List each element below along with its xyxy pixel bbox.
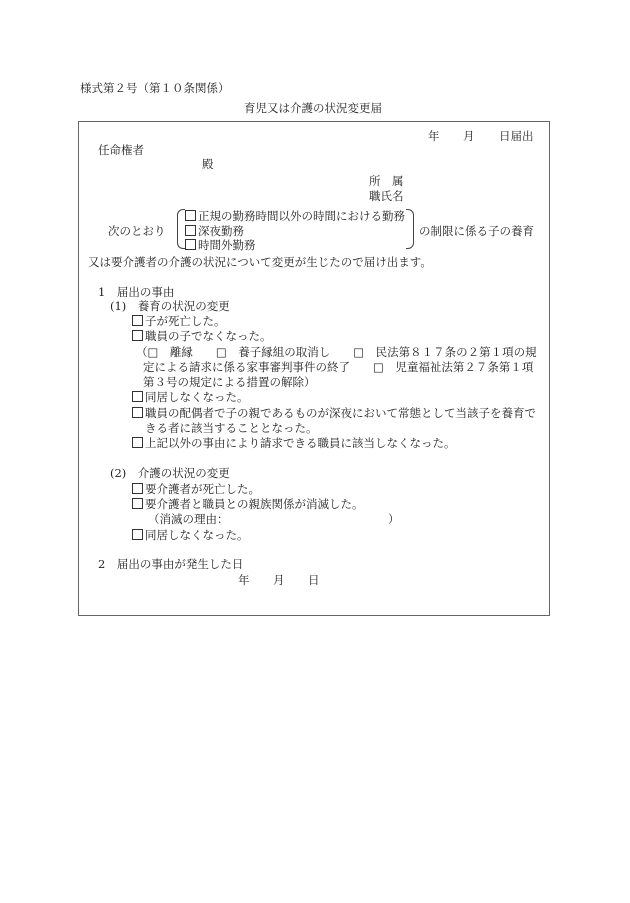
section1-heading: 1 届出の事由 [98, 285, 175, 299]
form-title: 育児又は介護の状況変更届 [244, 101, 382, 115]
right-bracket [406, 209, 414, 249]
section2-heading: 2 届出の事由が発生した日 [98, 557, 244, 571]
item-no-cohabit[interactable]: 同居しなくなった。 [132, 390, 249, 405]
paren-line-2: 定による請求に係る家事審判事件の終了 □ 児童福祉法第２７条第１項 [143, 360, 534, 374]
reason-label: （消滅の理由： [148, 512, 229, 526]
affiliation-label: 所 属 [369, 174, 404, 188]
date-month-label: 月 [463, 129, 475, 143]
occurrence-year-label: 年 [238, 573, 250, 587]
item-child-died[interactable]: 子が死亡した。 [132, 314, 226, 329]
left-bracket [177, 209, 185, 249]
item-care-recipient-died[interactable]: 要介護者が死亡した。 [132, 482, 260, 497]
paren-line-3: 第３号の規定による措置の解除） [143, 375, 316, 389]
checkbox[interactable] [185, 210, 196, 221]
checkbox[interactable] [132, 437, 143, 448]
checkbox[interactable] [132, 498, 143, 509]
intro-prefix: 次のとおり [108, 224, 166, 238]
reason-close: ） [388, 512, 400, 526]
item-other-reason[interactable]: 上記以外の事由により請求できる職員に該当しなくなった。 [132, 436, 456, 451]
checkbox[interactable] [132, 407, 143, 418]
option-night-work[interactable]: 深夜勤務 [185, 224, 244, 239]
checkbox[interactable] [185, 225, 196, 236]
date-year-label: 年 [428, 129, 440, 143]
item-relation-ended[interactable]: 要介護者と職員との親族関係が消滅した。 [132, 497, 364, 512]
item-no-longer-child[interactable]: 職員の子でなくなった。 [132, 329, 272, 344]
option-overtime[interactable]: 時間外勤務 [185, 238, 256, 253]
checkbox[interactable] [132, 330, 143, 341]
option-overtime-regular[interactable]: 正規の勤務時間以外の時間における勤務 [185, 209, 405, 224]
item-spouse-cont: きる者に該当することとなった。 [145, 421, 318, 435]
item-spouse-can-care[interactable]: 職員の配偶者で子の親であるものが深夜において常態として当該子を養育で [132, 406, 536, 421]
form-number: 様式第２号（第１０条関係） [80, 81, 230, 95]
checkbox[interactable] [185, 239, 196, 250]
checkbox[interactable] [132, 483, 143, 494]
sub2-heading: (2) 介護の状況の変更 [110, 466, 230, 480]
addressee-label: 任命権者 [98, 143, 144, 157]
intro-suffix: の制限に係る子の養育 [419, 224, 534, 238]
item-care-no-cohabit[interactable]: 同居しなくなった。 [132, 528, 249, 543]
paren-line-1: （□ 離縁 □ 養子縁組の取消し □ 民法第８１７条の２第１項の規 [136, 345, 537, 359]
addressee-honorific: 殿 [202, 157, 214, 171]
intro-line2: 又は要介護者の介護の状況について変更が生じたので届け出ます。 [88, 255, 432, 269]
checkbox[interactable] [132, 529, 143, 540]
sub1-heading: (1) 養育の状況の変更 [110, 299, 230, 313]
date-submitted-label: 日届出 [499, 129, 534, 143]
checkbox[interactable] [132, 391, 143, 402]
name-label: 職氏名 [369, 189, 404, 203]
checkbox[interactable] [132, 315, 143, 326]
occurrence-month-label: 月 [273, 573, 285, 587]
occurrence-day-label: 日 [308, 573, 320, 587]
